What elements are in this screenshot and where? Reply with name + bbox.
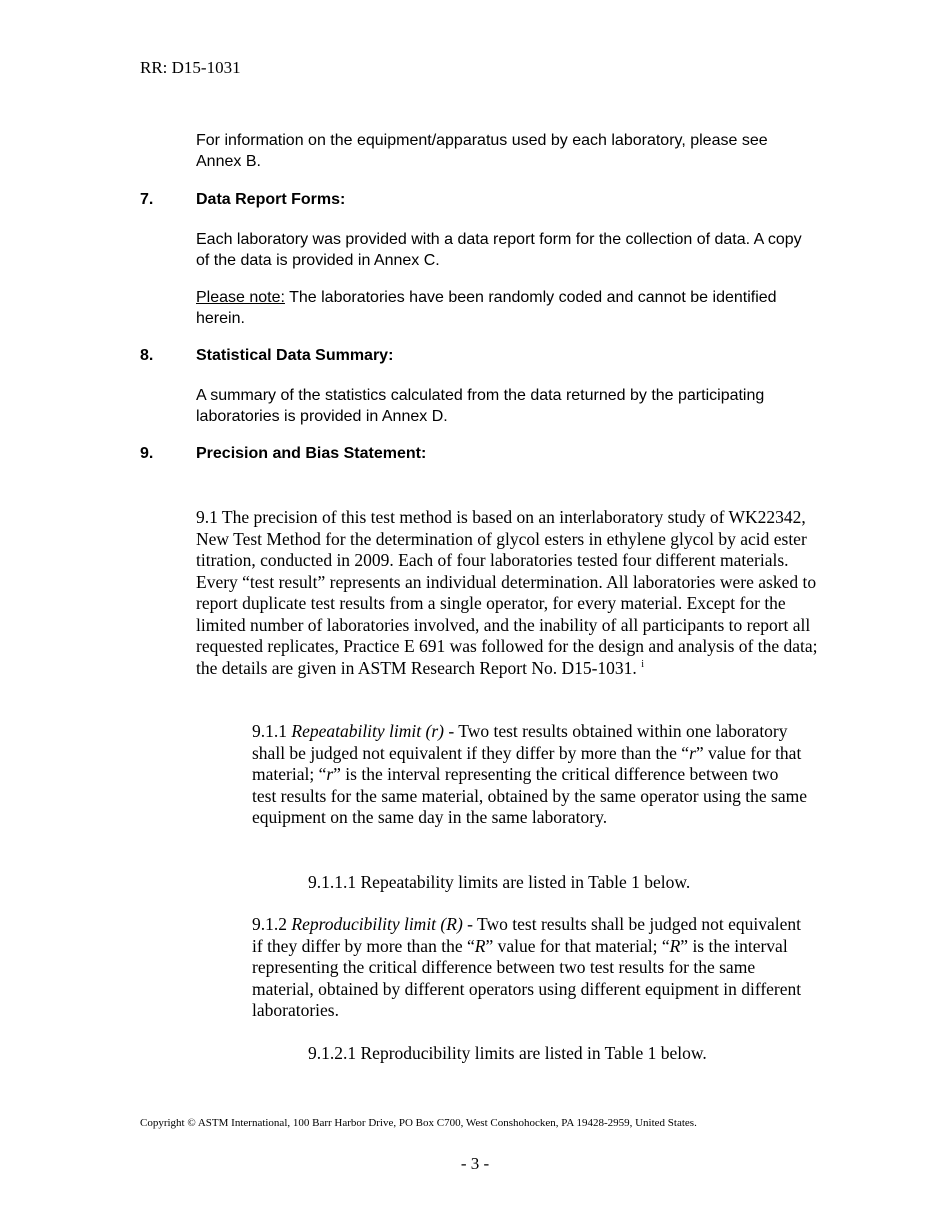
endnote-marker: i	[641, 658, 644, 670]
section-8-number: 8.	[140, 347, 154, 364]
section-7-title: Data Report Forms:	[196, 191, 346, 208]
paragraph-9-1-text: 9.1 The precision of this test method is based on an interlaboratory study of WK22342, New Test Method for the determination of glycol esters in ethylene glycol by acid ester titration, conducted in 2009. Each of four laboratories tested four different materials. Every “test result” represents an individual determination. All laboratories were asked to report duplicate test results from a single operator, for every material. Except for the limited number of laboratories involved, and the inability of all participants to report all requested replicates, Practice E 691 was followed for the design and analysis of the data; the details are given in ASTM Research Report No. D15-1031.	[196, 507, 818, 678]
paragraph-9-1	[196, 507, 821, 679]
paragraph-9-1-2-text-c: ” is the interval representing the critical difference between two test results for the same material, obtained by different operators using different equipment in different laboratories.	[252, 935, 802, 1020]
report-id-header: RR: D15-1031	[140, 58, 241, 77]
symbol-R: R	[474, 935, 486, 956]
reproducibility-term: Reproducibility limit (R)	[291, 914, 463, 934]
note-text: The laboratories have been randomly coded and cannot be identified herein.	[196, 289, 777, 327]
paragraph-9-1-1-text-c: ” is the interval representing the critical difference between two test results for the same material, obtained by the same operator using the same equipment on the same day in the same laboratory.	[252, 764, 807, 827]
note-label: Please note:	[196, 289, 285, 306]
paragraph-9-1-2-number: 9.1.2	[252, 914, 292, 934]
paragraph-9-1-2	[252, 914, 807, 1022]
paragraph-9-1-1-text-b: ” value for that material; “	[252, 742, 802, 784]
section-7-note	[196, 288, 816, 329]
section-8-title: Statistical Data Summary:	[196, 347, 394, 364]
repeatability-term: Repeatability limit (r)	[291, 721, 444, 741]
paragraph-9-1-2-1: 9.1.2.1 Reproducibility limits are listed in Table 1 below.	[308, 1043, 707, 1063]
equipment-paragraph: For information on the equipment/apparatus used by each laboratory, please see Annex B.	[196, 132, 768, 170]
paragraph-9-1-2-text-a: - Two test results shall be judged not equivalent if they differ by more than the “	[252, 914, 801, 956]
section-7-paragraph: Each laboratory was provided with a data report form for the collection of data. A copy of the data is provided in Annex C.	[196, 231, 802, 269]
section-8-paragraph: A summary of the statistics calculated from the data returned by the participating laboratories is provided in Annex D.	[196, 387, 765, 425]
paragraph-9-1-1-number: 9.1.1	[252, 721, 292, 741]
copyright-footer: Copyright © ASTM International, 100 Barr Harbor Drive, PO Box C700, West Conshohocken, PA 19428-2959, United States.	[140, 1117, 697, 1129]
symbol-R: R	[669, 935, 681, 956]
paragraph-9-1-1	[252, 721, 807, 829]
paragraph-9-1-1-1: 9.1.1.1 Repeatability limits are listed in Table 1 below.	[308, 872, 691, 892]
symbol-r: r	[689, 742, 696, 763]
page-number: - 3 -	[460, 1154, 490, 1173]
paragraph-9-1-1-text-a: - Two test results obtained within one laboratory shall be judged not equivalent if they differ by more than the “	[252, 721, 788, 763]
symbol-r: r	[326, 764, 334, 784]
section-7-number: 7.	[140, 191, 154, 208]
paragraph-9-1-2-text-b: ” value for that material; “	[485, 935, 670, 956]
section-9-number: 9.	[140, 445, 154, 462]
section-9-title: Precision and Bias Statement:	[196, 445, 427, 462]
